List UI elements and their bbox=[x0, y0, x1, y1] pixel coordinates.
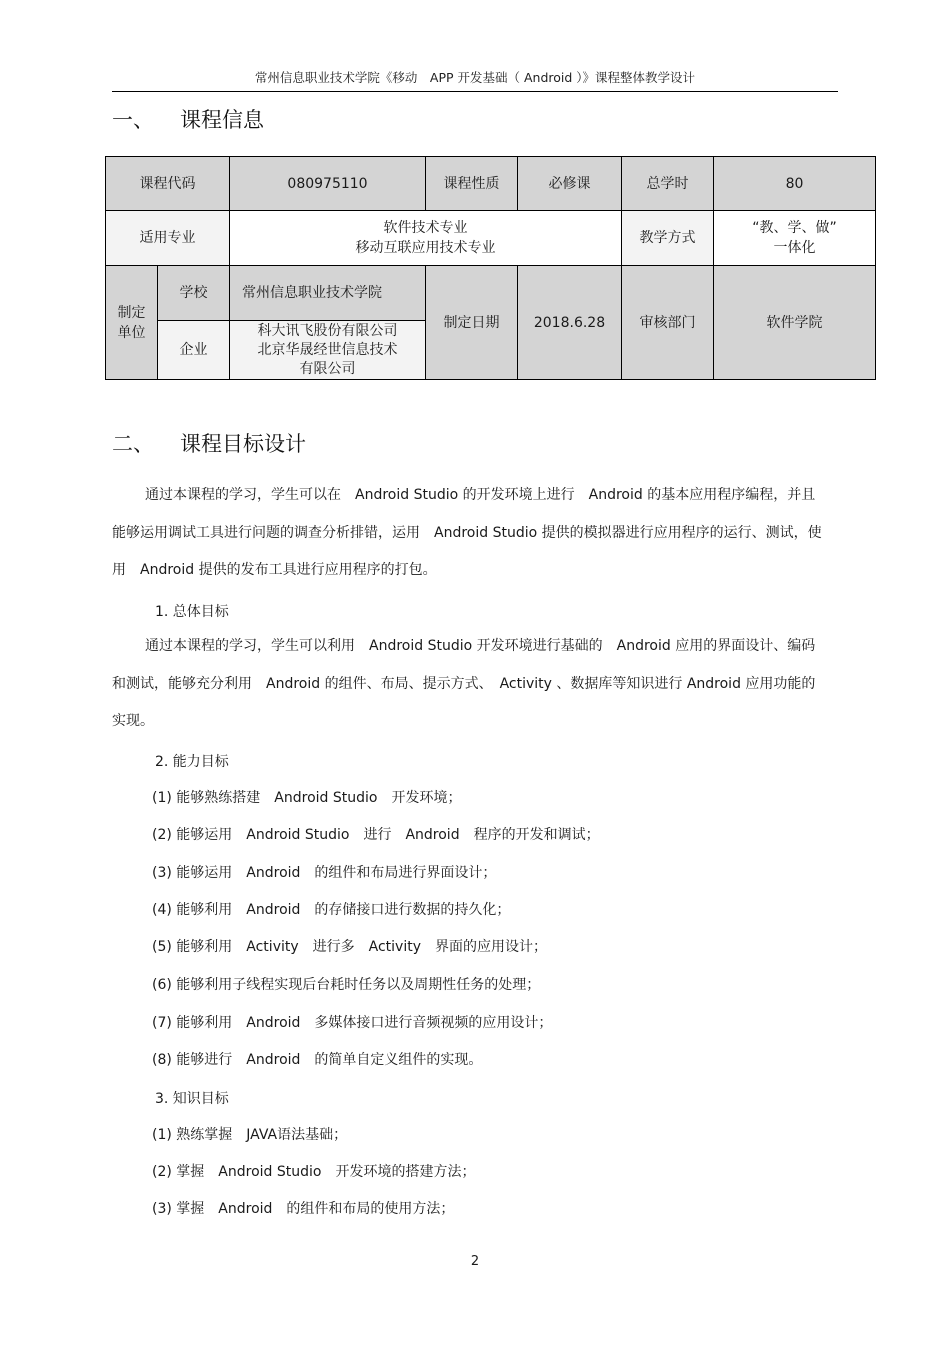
cell-major-label: 适用专业 bbox=[106, 211, 230, 266]
cell-school-label: 学校 bbox=[158, 266, 230, 321]
major-line-2: 移动互联应用技术专业 bbox=[355, 240, 496, 256]
ability-item: (6) 能够利用子线程实现后台耗时任务以及周期性任务的处理； bbox=[152, 977, 541, 993]
cell-enterprise-label: 企业 bbox=[158, 321, 230, 380]
method-line-2: 一体化 bbox=[773, 240, 816, 256]
section-number: 二、 bbox=[112, 432, 154, 456]
ability-item: (8) 能够进行 Android 的简单自定义组件的实现。 bbox=[152, 1052, 483, 1068]
cell-hours-label: 总学时 bbox=[622, 157, 714, 211]
knowledge-item: (3) 掌握 Android 的组件和布局的使用方法； bbox=[152, 1201, 455, 1217]
overall-goal-paragraph bbox=[112, 628, 828, 741]
cell-course-code: 080975110 bbox=[230, 157, 426, 211]
ability-item: (2) 能够运用 Android Studio 进行 Android 程序的开发和调试； bbox=[152, 827, 600, 843]
enterprise-line-1: 科大讯飞股份有限公司 bbox=[257, 322, 398, 339]
intro-text: 通过本课程的学习，学生可以在 Android Studio 的开发环境上进行 Android 的基本应用程序编程，并且能够运用调试工具进行问题的调查分析排错，运用 Android Studio 提供的模拟器进行应用程序的运行、测试，使用 Android 提供的发布工具进行应用程序的打包。 bbox=[112, 487, 822, 579]
page-number: 2 bbox=[470, 1254, 480, 1269]
intro-paragraph bbox=[112, 477, 828, 590]
header-rule bbox=[112, 91, 838, 92]
cell-date-label: 制定日期 bbox=[426, 266, 518, 380]
cell-course-code-label: 课程代码 bbox=[106, 157, 230, 211]
section-number: 一、 bbox=[112, 108, 154, 132]
major-line-1: 软件技术专业 bbox=[383, 220, 468, 236]
cell-method-label: 教学方式 bbox=[622, 211, 714, 266]
enterprise-line-2: 北京华晟经世信息技术 bbox=[257, 341, 398, 358]
overall-goal-text: 通过本课程的学习，学生可以利用 Android Studio 开发环境进行基础的 Android 应用的界面设计、编码和测试，能够充分利用 Android 的组件、布局、提示方式、 Activity 、数据库等知识进行 Android 应用功能的实现。 bbox=[112, 638, 816, 730]
section-heading-course-info bbox=[112, 104, 264, 134]
enterprise-line-3: 有限公司 bbox=[299, 360, 356, 377]
cell-hours: 80 bbox=[714, 157, 876, 211]
section-title: 课程信息 bbox=[180, 108, 264, 132]
cell-nature-label: 课程性质 bbox=[426, 157, 518, 211]
overall-goal-heading: 1. 总体目标 bbox=[155, 604, 229, 620]
ability-goal-heading: 2. 能力目标 bbox=[155, 754, 229, 770]
cell-enterprise bbox=[230, 321, 426, 380]
unit-label-line-1: 制定 bbox=[117, 304, 146, 321]
cell-nature: 必修课 bbox=[518, 157, 622, 211]
method-line-1: “教、学、做” bbox=[752, 220, 837, 236]
cell-unit-label bbox=[106, 266, 158, 380]
ability-item: (3) 能够运用 Android 的组件和布局进行界面设计； bbox=[152, 865, 497, 881]
cell-school: 常州信息职业技术学院 bbox=[230, 266, 426, 321]
cell-date: 2018.6.28 bbox=[518, 266, 622, 380]
ability-item: (1) 能够熟练搭建 Android Studio 开发环境； bbox=[152, 790, 462, 806]
ability-item: (4) 能够利用 Android 的存储接口进行数据的持久化； bbox=[152, 902, 511, 918]
section-title: 课程目标设计 bbox=[180, 432, 306, 456]
cell-method bbox=[714, 211, 876, 266]
page-header: 常州信息职业技术学院《移动 APP 开发基础（ Android ）》课程整体教学设计 bbox=[254, 70, 696, 85]
cell-major bbox=[230, 211, 622, 266]
knowledge-goal-heading: 3. 知识目标 bbox=[155, 1091, 229, 1107]
course-info-table bbox=[105, 156, 876, 380]
ability-item: (7) 能够利用 Android 多媒体接口进行音频视频的应用设计； bbox=[152, 1015, 553, 1031]
knowledge-item: (2) 掌握 Android Studio 开发环境的搭建方法； bbox=[152, 1164, 476, 1180]
ability-item: (5) 能够利用 Activity 进行多 Activity 界面的应用设计； bbox=[152, 939, 547, 955]
section-heading-goals bbox=[112, 428, 306, 458]
cell-dept: 软件学院 bbox=[714, 266, 876, 380]
knowledge-item: (1) 熟练掌握 JAVA语法基础； bbox=[152, 1127, 348, 1143]
unit-label-line-2: 单位 bbox=[117, 324, 146, 341]
cell-dept-label: 审核部门 bbox=[622, 266, 714, 380]
